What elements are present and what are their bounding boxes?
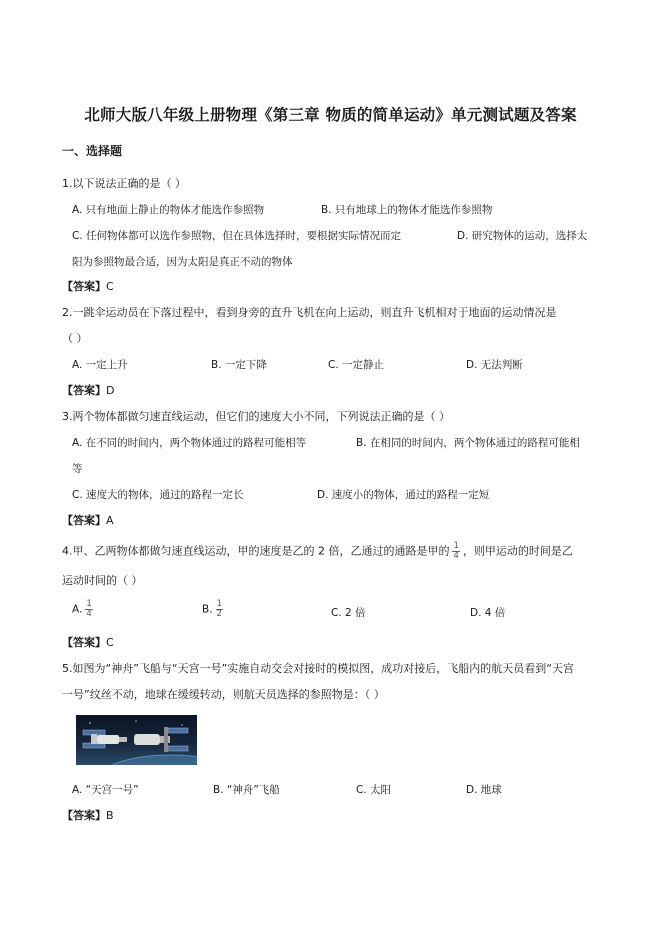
q1-answer <box>62 280 114 294</box>
q2-option-b: B. 一定下降 <box>211 359 267 371</box>
section-heading: 一、选择题 <box>62 144 123 158</box>
answer-label: 【答案】 <box>62 514 106 527</box>
q1-stem: 1.以下说法正确的是（ ） <box>62 177 186 190</box>
q3-option-a: A. 在不同的时间内，两个物体通过的路程可能相等 <box>72 437 307 449</box>
q3-answer <box>62 514 114 528</box>
answer-label: 【答案】 <box>62 384 106 397</box>
q4-option-d: D. 4 倍 <box>470 607 506 619</box>
document-title: 北师大版八年级上册物理《第三章 物质的简单运动》单元测试题及答案 <box>84 106 577 124</box>
spacecraft-docking-image <box>76 715 197 765</box>
q5-stem-cont: 一号”纹丝不动，地球在缓缓转动，则航天员选择的参照物是：（ ） <box>62 688 385 701</box>
answer-value: D <box>106 384 115 397</box>
q5-option-b: B. “神舟”飞船 <box>213 784 280 796</box>
answer-label: 【答案】 <box>62 636 106 649</box>
answer-value: C <box>106 280 114 293</box>
frac-numerator: 1 <box>216 599 222 609</box>
frac-denominator: 4 <box>86 609 92 619</box>
q2-stem-cont: （ ） <box>62 332 88 345</box>
q3-option-d: D. 速度小的物体，通过的路程一定短 <box>317 489 490 501</box>
q4-option-a-fraction <box>85 600 92 619</box>
q2-stem: 2.一跳伞运动员在下落过程中，看到身旁的直升飞机在向上运动，则直升飞机相对于地面的运动情况是 <box>62 306 557 319</box>
q4-stem-pre: 4.甲、乙两物体都做匀速直线运动，甲的速度是乙的 2 倍，乙通过的通路是甲的 <box>62 544 450 558</box>
q4-option-a <box>72 600 96 619</box>
q4-option-b <box>202 600 226 619</box>
q3-option-b: B. 在相同的时间内，两个物体通过的路程可能相 <box>356 437 580 449</box>
q3-stem: 3.两个物体都做匀速直线运动，但它们的速度大小不同，下列说法正确的是（ ） <box>62 410 450 423</box>
q4-stem-cont: 运动时间的（ ） <box>62 574 143 587</box>
answer-value: C <box>106 636 114 649</box>
q2-answer <box>62 384 114 398</box>
q1-option-c: C. 任何物体都可以选作参照物，但在具体选择时，要根据实际情况而定 <box>72 230 402 242</box>
q5-option-a: A. “天宫一号” <box>72 784 139 796</box>
frac-denominator: 2 <box>216 609 222 619</box>
frac-denominator: 4 <box>453 551 459 561</box>
q1-option-d-cont: 阳为参照物最合适，因为太阳是真正不动的物体 <box>72 256 293 268</box>
q5-option-d: D. 地球 <box>466 784 502 796</box>
answer-label: 【答案】 <box>62 280 106 293</box>
answer-value: A <box>106 514 114 527</box>
q2-option-c: C. 一定静止 <box>328 359 385 371</box>
q5-option-c: C. 太阳 <box>356 784 392 796</box>
q4-option-b-fraction <box>216 600 223 619</box>
q4-option-c: C. 2 倍 <box>331 607 366 619</box>
q4-answer <box>62 636 114 650</box>
q5-answer <box>62 809 114 823</box>
frac-numerator: 1 <box>86 599 92 609</box>
q1-option-d: D. 研究物体的运动，选择太 <box>457 230 588 242</box>
answer-label: 【答案】 <box>62 809 106 822</box>
q4-stem <box>62 542 573 561</box>
q3-option-b-cont: 等 <box>72 463 83 475</box>
option-label: A. <box>72 603 83 616</box>
spacecraft-illustration <box>76 715 197 765</box>
q2-option-d: D. 无法判断 <box>466 359 523 371</box>
q4-stem-fraction <box>452 542 459 561</box>
answer-value: B <box>106 809 114 822</box>
q2-option-a: A. 一定上升 <box>72 359 128 371</box>
q1-option-a: A. 只有地面上静止的物体才能选作参照物 <box>72 204 265 216</box>
q5-stem: 5.如图为“神舟”飞船与“天宫一号”实施自动交会对接时的模拟图，成功对接后，飞船内的航天员看到“天宫 <box>62 662 574 675</box>
q1-option-b: B. 只有地球上的物体才能选作参照物 <box>321 204 493 216</box>
q3-option-c: C. 速度大的物体，通过的路程一定长 <box>72 489 244 501</box>
frac-numerator: 1 <box>453 541 459 551</box>
q4-stem-post: ，则甲运动的时间是乙 <box>462 544 573 558</box>
option-label: B. <box>202 603 213 616</box>
